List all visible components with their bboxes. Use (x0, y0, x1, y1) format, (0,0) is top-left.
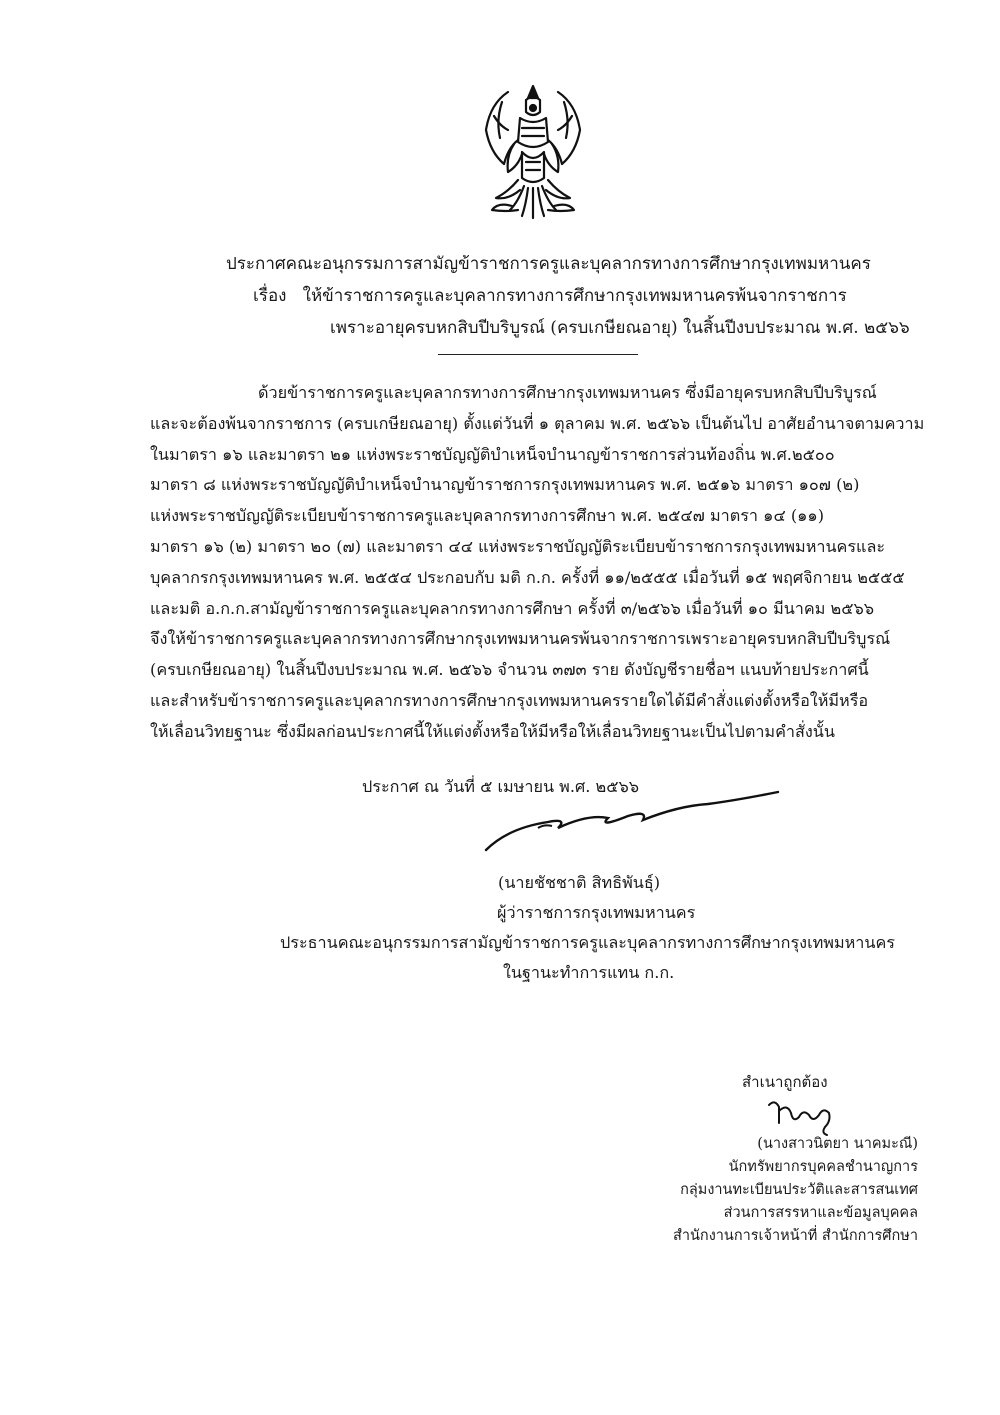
body-line: ในมาตรา ๑๖ และมาตรา ๒๑ แห่งพระราชบัญญัติบำเหน็จบำนาญข้าราชการส่วนท้องถิ่น พ.ศ.๒๕๐๐ (150, 444, 835, 464)
heading-divider (438, 354, 638, 355)
body-line: ให้เลื่อนวิทยฐานะ ซึ่งมีผลก่อนประกาศนี้ให้แต่งตั้งหรือให้มีหรือให้เลื่อนวิทยฐานะเป็นไปตามคำสั่งนั้น (150, 721, 835, 741)
body-line: จึงให้ข้าราชการครูและบุคลากรทางการศึกษากรุงเทพมหานครพ้นจากราชการเพราะอายุครบหกสิบปีบริบูรณ์ (150, 629, 891, 649)
body-line: มาตรา ๑๖ (๒) มาตรา ๒๐ (๗) และมาตรา ๔๔ แห่งพระราชบัญญัติระเบียบข้าราชการกรุงเทพมหานครและ (150, 536, 886, 556)
certified-copy-block (673, 1133, 918, 1248)
clerk-position: นักทรัพยากรบุคคลชำนาญการ (728, 1159, 918, 1175)
signatory-role: ประธานคณะอนุกรรมการสามัญข้าราชการครูและบุคลากรทางการศึกษากรุงเทพมหานคร (280, 933, 895, 952)
body-line: และจะต้องพ้นจากราชการ (ครบเกษียณอายุ) ตั้งแต่วันที่ ๑ ตุลาคม พ.ศ. ๒๕๖๖ เป็นต้นไป อาศัยอำนาจตามความ (150, 413, 925, 433)
subject-line (253, 282, 847, 309)
body-line: (ครบเกษียณอายุ) ในสิ้นปีงบประมาณ พ.ศ. ๒๕๖๖ จำนวน ๓๗๓ ราย ดังบัญชีรายชื่อฯ แนบท้ายประกาศนี้ (150, 660, 869, 680)
subject-text: ให้ข้าราชการครูและบุคลากรทางการศึกษากรุงเทพมหานครพ้นจากราชการ (302, 286, 847, 306)
clerk-office: สำนักงานการเจ้าหน้าที่ สำนักการศึกษา (673, 1228, 918, 1244)
signatory-title: ผู้ว่าราชการกรุงเทพมหานคร (497, 903, 696, 922)
body-line: และสำหรับข้าราชการครูและบุคลากรทางการศึกษากรุงเทพมหานครรายใดได้มีคำสั่งแต่งตั้งหรือให้มีหรือ (150, 690, 869, 710)
clerk-section: ส่วนการสรรหาและข้อมูลบุคคล (723, 1205, 918, 1221)
clerk-name: (นางสาวนิตยา นาคมะณี) (757, 1136, 918, 1152)
body-line: แห่งพระราชบัญญัติระเบียบข้าราชการครูและบุคลากรทางการศึกษา พ.ศ. ๒๕๔๗ มาตรา ๑๔ (๑๑) (150, 506, 825, 526)
document-heading: ประกาศคณะอนุกรรมการสามัญข้าราชการครูและบุคลากรทางการศึกษากรุงเทพมหานคร (226, 254, 871, 274)
signatory-name: (นายชัชชาติ สิทธิพันธุ์) (498, 873, 661, 892)
subject-continuation: เพราะอายุครบหกสิบปีบริบูรณ์ (ครบเกษียณอายุ) ในสิ้นปีงบประมาณ พ.ศ. ๒๕๖๖ (330, 318, 910, 338)
announcement-body (150, 378, 925, 748)
governor-signature (478, 788, 788, 858)
garuda-emblem-icon (478, 82, 588, 222)
body-line: และมติ อ.ก.ก.สามัญข้าราชการครูและบุคลากรทางการศึกษา ครั้งที่ ๓/๒๕๖๖ เมื่อวันที่ ๑๐ มีนาคม ๒๕๖๖ (150, 598, 875, 618)
body-line: ด้วยข้าราชการครูและบุคลากรทางการศึกษากรุงเทพมหานคร ซึ่งมีอายุครบหกสิบปีบริบูรณ์ (258, 383, 877, 402)
clerk-signature (765, 1097, 845, 1137)
signatory-capacity: ในฐานะทำการแทน ก.ก. (503, 963, 675, 982)
body-line: บุคลากรกรุงเทพมหานคร พ.ศ. ๒๕๕๔ ประกอบกับ มติ ก.ก. ครั้งที่ ๑๑/๒๕๕๕ เมื่อวันที่ ๑๕ พฤศจิกายน ๒๕๕๕ (150, 567, 905, 587)
subject-label: เรื่อง (253, 286, 287, 306)
clerk-group: กลุ่มงานทะเบียนประวัติและสารสนเทศ (680, 1182, 918, 1198)
announcement-date: ประกาศ ณ วันที่ ๕ เมษายน พ.ศ. ๒๕๖๖ (362, 777, 640, 796)
body-line: มาตรา ๘ แห่งพระราชบัญญัติบำเหน็จบำนาญข้าราชการกรุงเทพมหานคร พ.ศ. ๒๕๑๖ มาตรา ๑๐๗ (๒) (150, 475, 860, 495)
certified-copy-label: สำเนาถูกต้อง (742, 1073, 828, 1091)
